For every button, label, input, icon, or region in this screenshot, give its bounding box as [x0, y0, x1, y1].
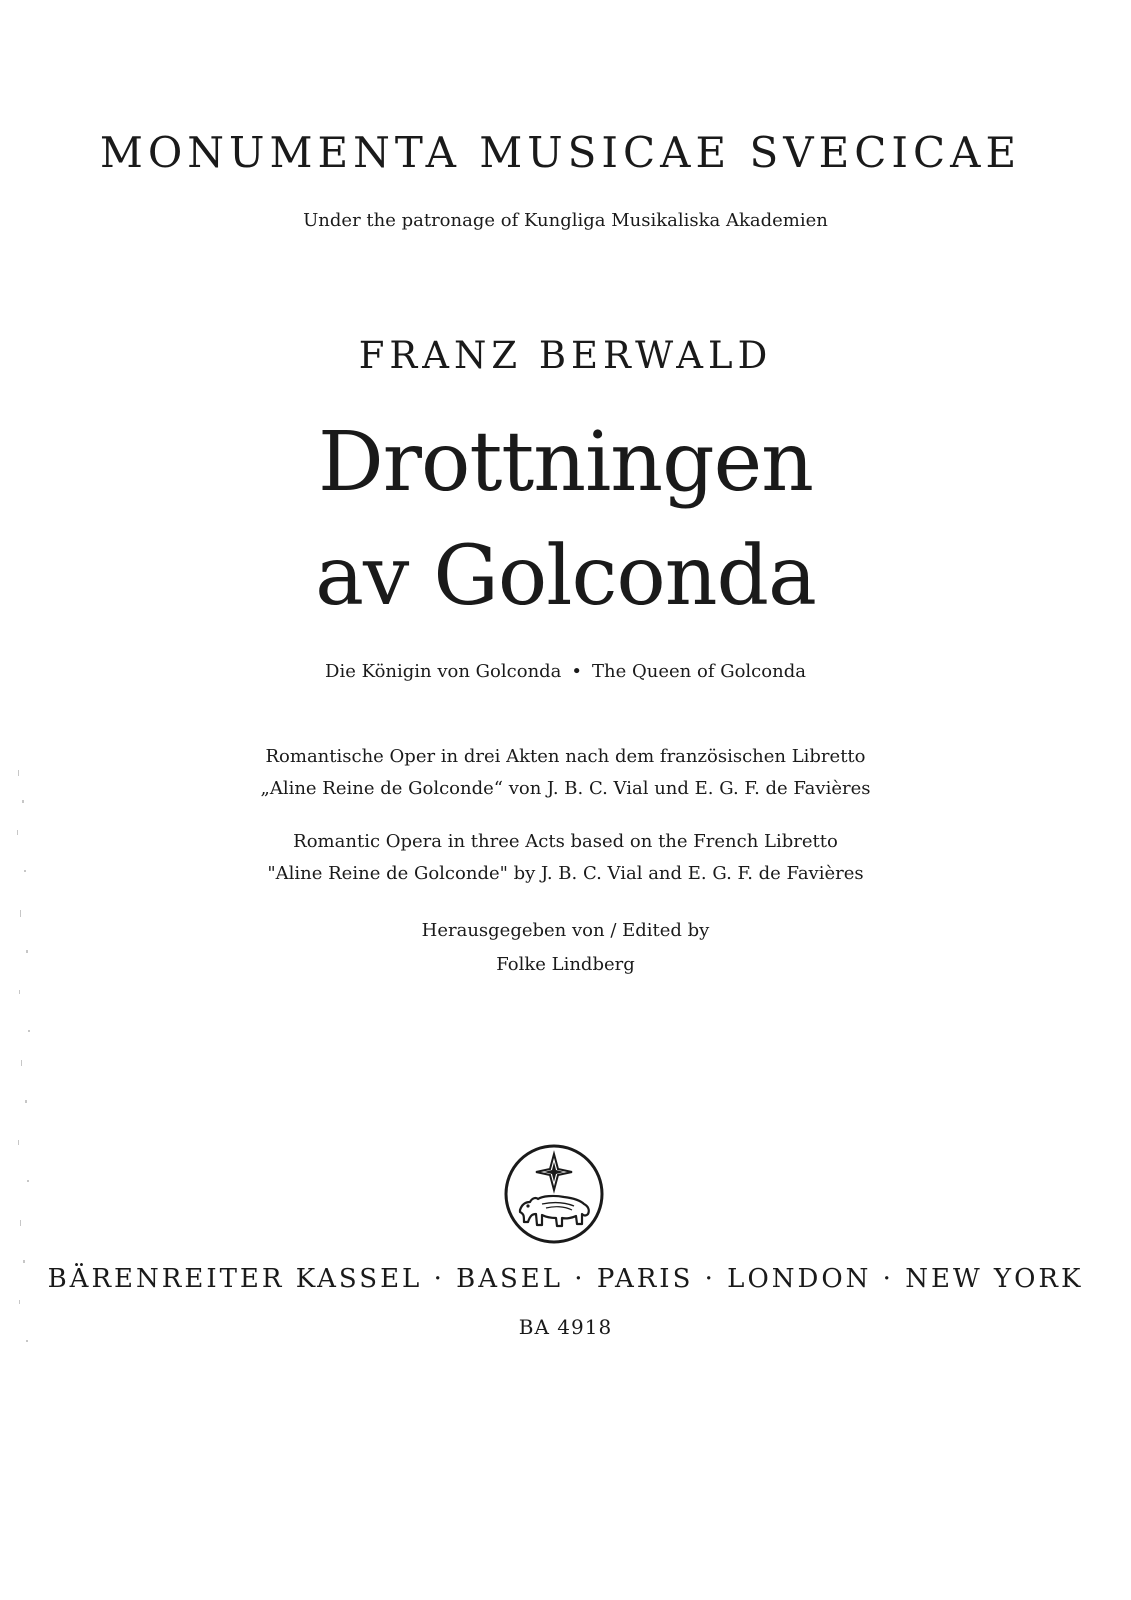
publisher-line: BÄRENREITER KASSEL · BASEL · PARIS · LONDON · NEW YORK [47, 1264, 1084, 1294]
scan-edge-artifact [14, 760, 58, 1380]
series-title: MONUMENTA MUSICAE SVECICAE [99, 128, 1022, 177]
english-title: The Queen of Golconda [592, 661, 806, 682]
title-separator: • [571, 661, 583, 682]
editor-label: Herausgegeben von / Edited by [421, 920, 710, 941]
work-title-line-2: av Golconda [315, 529, 816, 624]
english-description-line-2: "Aline Reine de Golconde" by J. B. C. Vial and E. G. F. de Favières [267, 863, 864, 884]
work-title-line-1: Drottningen [318, 415, 813, 510]
translated-titles [0, 661, 1131, 682]
patronage-line: Under the patronage of Kungliga Musikaliska Akademien [303, 210, 828, 231]
catalog-number: BA 4918 [518, 1315, 613, 1339]
german-description-line-2: „Aline Reine de Golconde“ von J. B. C. Vial und E. G. F. de Favières [260, 778, 871, 799]
editor-name: Folke Lindberg [496, 954, 635, 975]
german-title: Die Königin von Golconda [325, 661, 562, 682]
german-description-line-1: Romantische Oper in drei Akten nach dem französischen Libretto [265, 746, 866, 767]
baerenreiter-bear-star-logo-icon [502, 1142, 606, 1246]
composer-name: FRANZ BERWALD [358, 334, 773, 377]
english-description-line-1: Romantic Opera in three Acts based on the French Libretto [293, 831, 838, 852]
